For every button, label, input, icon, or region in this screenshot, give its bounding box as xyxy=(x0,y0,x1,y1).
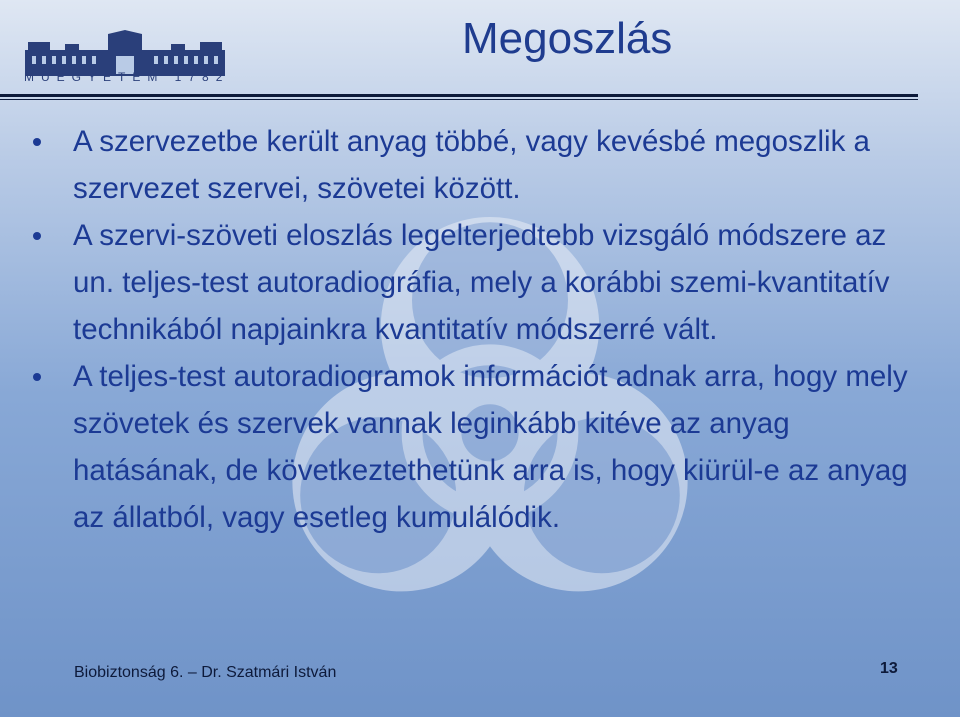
footer-author: Biobiztonság 6. – Dr. Szatmári István xyxy=(74,664,337,681)
bullet-item xyxy=(30,118,930,212)
bullet-item xyxy=(30,212,930,353)
bullet-dot-icon xyxy=(33,232,41,240)
title-rule-thin xyxy=(0,99,918,100)
bullet-dot-icon xyxy=(33,138,41,146)
bullet-item xyxy=(30,353,930,541)
title-rule xyxy=(0,94,918,97)
bullet-dot-icon xyxy=(33,373,41,381)
bullet-text: A szervi-szöveti eloszlás legelterjedtebb vizsgáló módszere az un. teljes-test autoradiográfia, mely a korábbi szemi-kvantitatív technikából napjainkra kvantitatív módszerré vált. xyxy=(73,219,890,346)
bullet-list xyxy=(30,118,930,541)
bullet-text: A teljes-test autoradiogramok információt adnak arra, hogy mely szövetek és szervek vannak leginkább kitéve az anyag hatásának, de következtethetünk arra is, hogy kiürül-e az anyag az állatból, vagy esetleg kumulálódik. xyxy=(73,360,908,534)
bullet-text: A szervezetbe került anyag többé, vagy kevésbé megoszlik a szervezet szervei, szövetei között. xyxy=(73,125,870,205)
slide-title: Megoszlás xyxy=(462,14,673,63)
page-number: 13 xyxy=(880,660,898,677)
logo-text: MŰEGYETEM 1782 xyxy=(24,70,230,84)
